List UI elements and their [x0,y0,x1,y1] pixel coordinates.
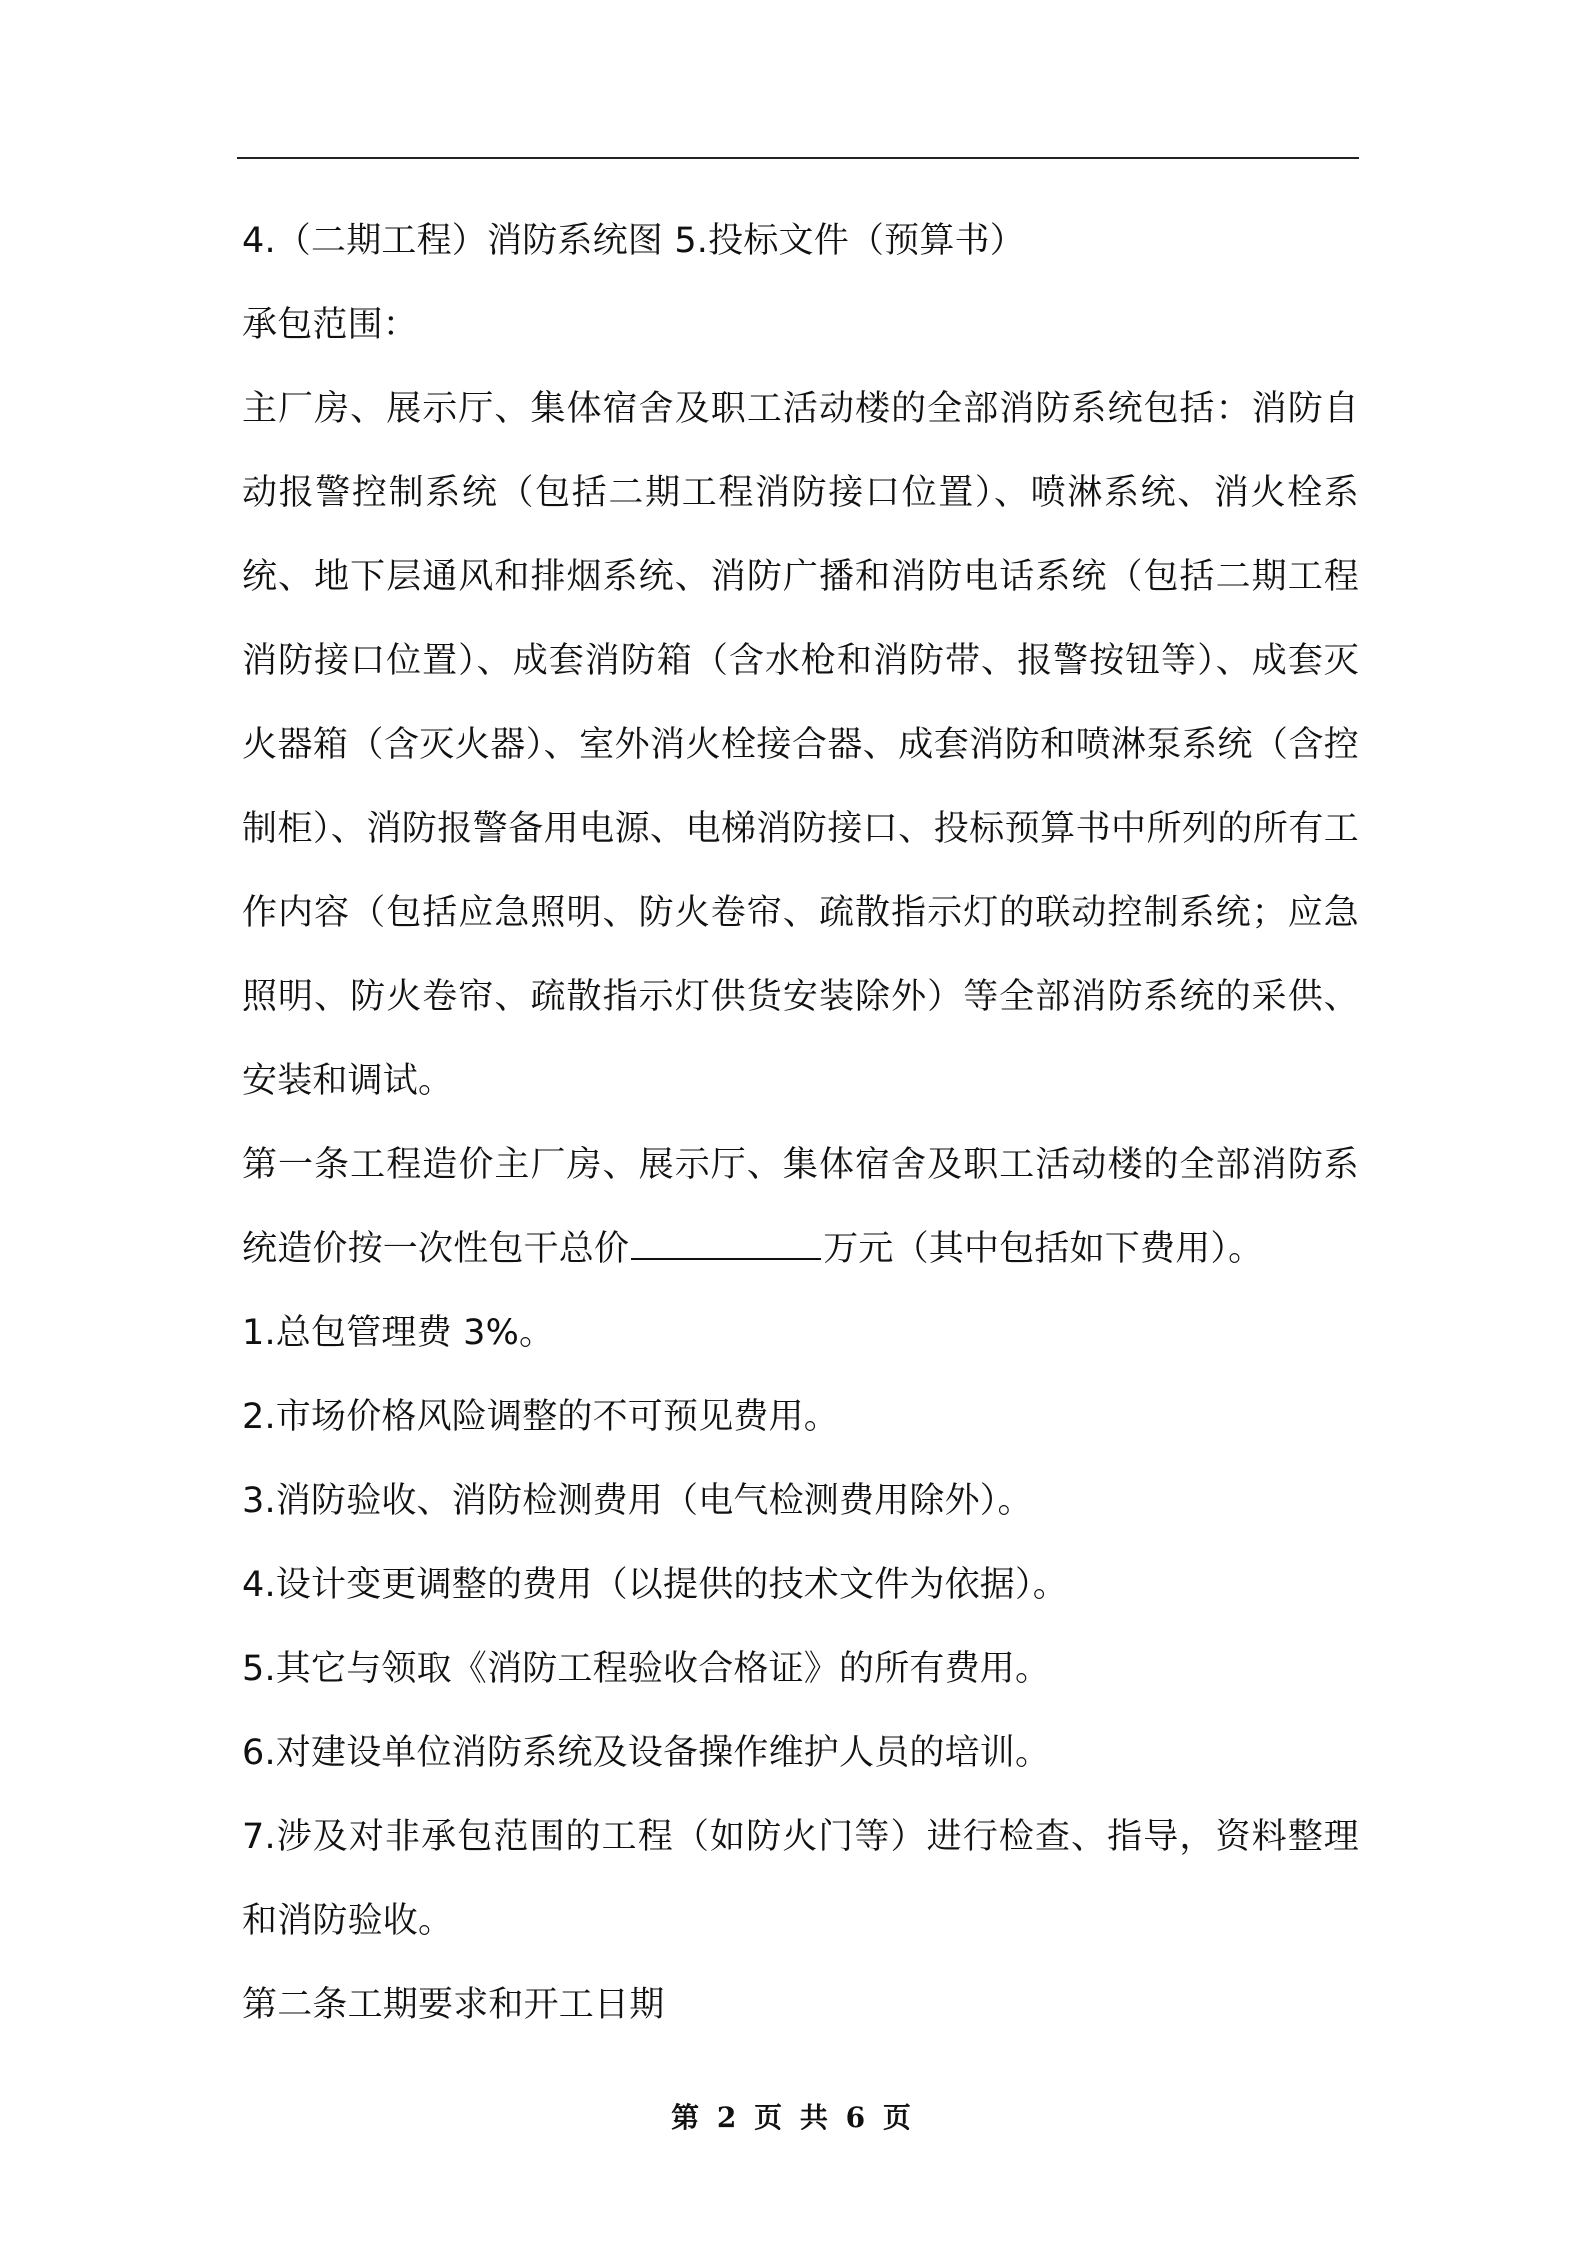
scope-heading: 承包范围： [242,305,419,345]
fee-item: 2.市场价格风险调整的不可预见费用。 [242,1397,839,1437]
fee-item: 1.总包管理费 3%。 [242,1313,555,1353]
fee-item: 5.其它与领取《消防工程验收合格证》的所有费用。 [242,1649,1051,1689]
clause-1-text-before: 第一条工程造价主厂房、展示厅、集体宿舍及职工活动楼的全部消防系统造价按一次性包干总价 [242,1145,1359,1269]
page-number: 第 2 页 共 6 页 [671,2101,915,2134]
fee-item: 6.对建设单位消防系统及设备操作维护人员的培训。 [242,1733,1051,1773]
clause-2-heading: 第二条工期要求和开工日期 [242,1985,665,2025]
clause-1-text-after: 万元（其中包括如下费用）。 [823,1229,1264,1269]
header-rule [237,157,1359,159]
clause-1-paragraph [242,1123,1359,1291]
fee-item: 4.设计变更调整的费用（以提供的技术文件为依据）。 [242,1565,1068,1605]
document-body [242,199,1359,2047]
price-blank [631,1224,821,1260]
scope-paragraph: 主厂房、展示厅、集体宿舍及职工活动楼的全部消防系统包括：消防自动报警控制系统（包括二期工程消防接口位置）、喷淋系统、消火栓系统、地下层通风和排烟系统、消防广播和消防电话系统（包括二期工程消防接口位置）、成套消防箱（含水枪和消防带、报警按钮等）、成套灭火器箱（含灭火器）、室外消火栓接合器、成套消防和喷淋泵系统（含控制柜）、消防报警备用电源、电梯消防接口、投标预算书中所列的所有工作内容（包括应急照明、防火卷帘、疏散指示灯的联动控制系统；应急照明、防火卷帘、疏散指示灯供货安装除外）等全部消防系统的采供、安装和调试。 [242,389,1359,1101]
drawing-list-line: 4.（二期工程）消防系统图 5.投标文件（预算书） [242,221,1025,261]
fee-item: 7.涉及对非承包范围的工程（如防火门等）进行检查、指导，资料整理和消防验收。 [242,1817,1359,1941]
fee-item: 3.消防验收、消防检测费用（电气检测费用除外）。 [242,1481,1033,1521]
